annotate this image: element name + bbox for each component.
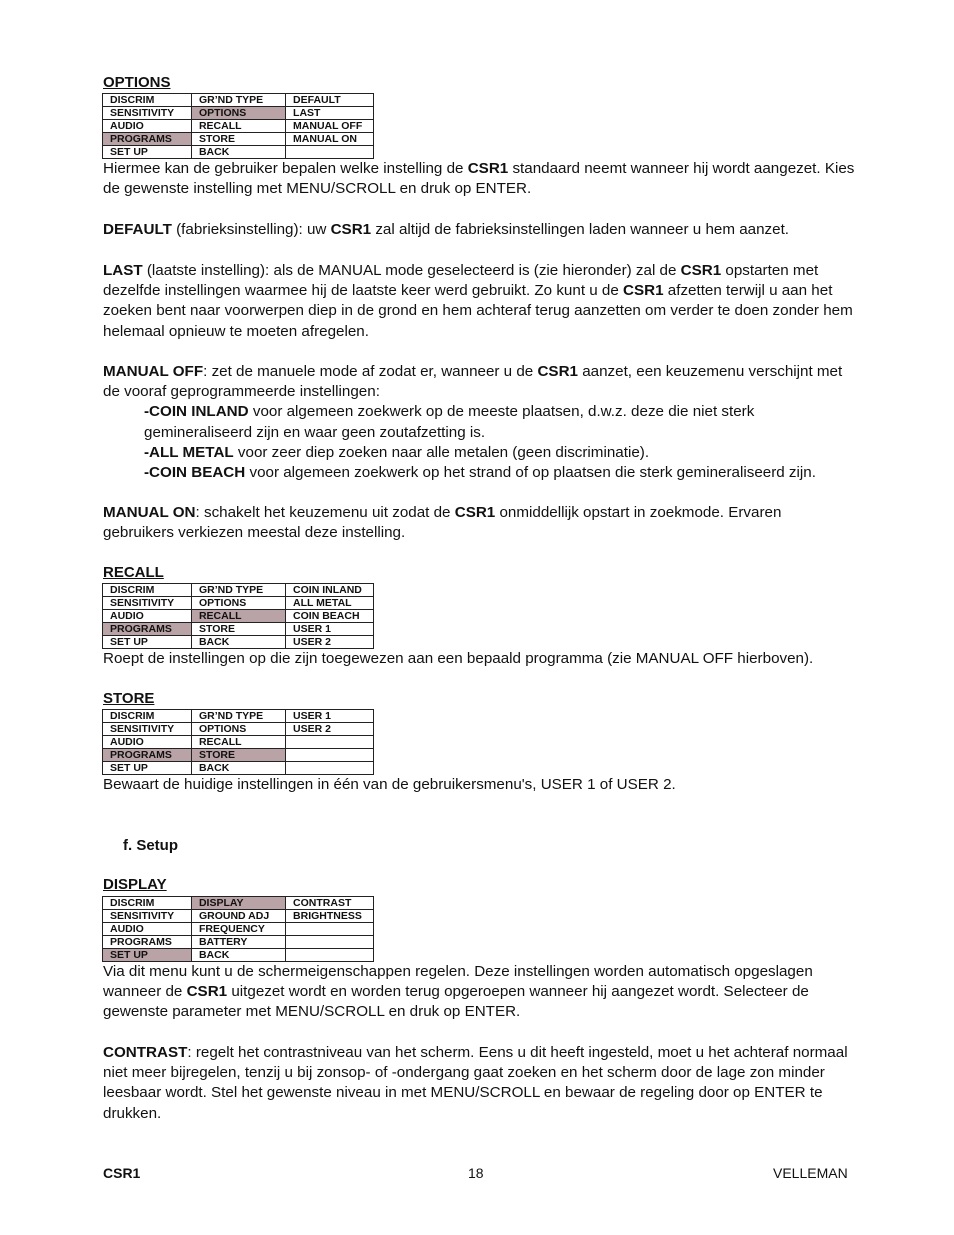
- table-row: [103, 636, 374, 649]
- menu-cell: USER 1: [286, 710, 374, 723]
- menu-cell: OPTIONS: [191, 723, 285, 736]
- menu-cell: DISCRIM: [103, 584, 192, 597]
- menu-cell: [286, 749, 374, 762]
- menu-cell: STORE: [191, 133, 285, 146]
- manual-on-paragraph: MANUAL ON: schakelt het keuzemenu uit zodat de CSR1 onmiddellijk opstart in zoekmode. Ervaren gebruikers verkiezen meestal deze instelling.: [103, 504, 782, 542]
- menu-cell: OPTIONS: [191, 597, 285, 610]
- menu-cell: AUDIO: [103, 923, 192, 936]
- menu-cell: LAST: [286, 107, 374, 120]
- table-row: [103, 923, 374, 936]
- menu-cell: RECALL: [191, 120, 285, 133]
- menu-cell: ALL METAL: [286, 597, 374, 610]
- menu-cell: USER 2: [286, 636, 374, 649]
- options-title: OPTIONS: [103, 74, 171, 91]
- table-row: [103, 584, 374, 597]
- menu-cell: [286, 923, 374, 936]
- menu-cell: SENSITIVITY: [103, 107, 192, 120]
- menu-cell: FREQUENCY: [191, 923, 285, 936]
- options-menu-table: [102, 93, 374, 159]
- table-row: [103, 736, 374, 749]
- menu-cell: COIN INLAND: [286, 584, 374, 597]
- menu-cell: [286, 146, 374, 159]
- table-row: [103, 133, 374, 146]
- last-paragraph: LAST (laatste instelling): als de MANUAL mode geselecteerd is (zie hieronder) zal de CSR1 opstarten met dezelfde instellingen waarmee hij de laatste keer werd gebruikt. Zo kunt u de CSR1 afzetten terwijl u aan het zoeken bent naar voorwerpen diep in de grond en hem achteraf terug aanzetten om verder te doen zonder hem helemaal opnieuw te moeten afregelen.: [103, 262, 853, 340]
- menu-cell: DISCRIM: [103, 897, 192, 910]
- menu-cell: GR’ND TYPE: [191, 584, 285, 597]
- table-row: [103, 610, 374, 623]
- menu-cell: SENSITIVITY: [103, 910, 192, 923]
- menu-cell: USER 2: [286, 723, 374, 736]
- options-intro-paragraph: Hiermee kan de gebruiker bepalen welke instelling de CSR1 standaard neemt wanneer hij wordt aangezet. Kies de gewenste instelling met MENU/SCROLL en druk op ENTER.: [103, 160, 855, 198]
- menu-cell: AUDIO: [103, 610, 192, 623]
- table-row: [103, 146, 374, 159]
- default-paragraph: DEFAULT (fabrieksinstelling): uw CSR1 zal altijd de fabrieksinstellingen laden wanneer u hem aanzet.: [103, 221, 790, 238]
- display-menu-table: [102, 896, 374, 962]
- table-row: [103, 897, 374, 910]
- menu-cell: BATTERY: [191, 936, 285, 949]
- menu-cell: SENSITIVITY: [103, 597, 192, 610]
- contrast-paragraph: CONTRAST: regelt het contrastniveau van het scherm. Eens u dit heeft ingesteld, moet u het achteraf normaal niet meer bijregelen, tenzij u bij zonsop- of -ondergang gaat zoeken en het scherm door de lage zon minder leesbaar wordt. Stel het gewenste niveau in met MENU/SCROLL en bewaar de regeling door op ENTER te drukken.: [103, 1044, 848, 1122]
- table-row: [103, 597, 374, 610]
- recall-title: RECALL: [103, 564, 164, 581]
- display-title: DISPLAY: [103, 876, 167, 893]
- table-row: [103, 949, 374, 962]
- menu-cell: BACK: [191, 636, 285, 649]
- menu-cell: CONTRAST: [286, 897, 374, 910]
- menu-cell: DEFAULT: [286, 94, 374, 107]
- table-row: [103, 723, 374, 736]
- setup-heading: f. Setup: [123, 837, 178, 854]
- recall-paragraph: Roept de instellingen op die zijn toegewezen aan een bepaald programma (zie MANUAL OFF hierboven).: [103, 650, 814, 667]
- menu-cell: PROGRAMS: [103, 936, 192, 949]
- footer-page-number: 18: [468, 1165, 484, 1181]
- menu-cell: BACK: [191, 762, 285, 775]
- coin-inland-item: -COIN INLAND voor algemeen zoekwerk op de meeste plaatsen, d.w.z. deze die niet sterk gemineraliseerd zijn en waar geen zoutafzetting is.: [144, 403, 755, 441]
- menu-cell: USER 1: [286, 623, 374, 636]
- menu-cell: [286, 936, 374, 949]
- display-paragraph: Via dit menu kunt u de schermeigenschappen regelen. Deze instellingen worden automatisch opgeslagen wanneer de CSR1 uitgezet wordt en worden terug opgeroepen wanneer hij aangezet wordt. Selecteer de gewenste parameter met MENU/SCROLL en druk op ENTER.: [103, 963, 813, 1021]
- menu-cell: SET UP: [103, 762, 192, 775]
- coin-beach-item: -COIN BEACH voor algemeen zoekwerk op het strand of op plaatsen die sterk gemineraliseerd zijn.: [144, 464, 816, 482]
- menu-cell: DISCRIM: [103, 710, 192, 723]
- menu-cell: SENSITIVITY: [103, 723, 192, 736]
- menu-cell-highlighted: DISPLAY: [191, 897, 285, 910]
- menu-cell: AUDIO: [103, 120, 192, 133]
- menu-cell-highlighted: SET UP: [103, 949, 192, 962]
- menu-cell: AUDIO: [103, 736, 192, 749]
- table-row: [103, 710, 374, 723]
- table-row: [103, 107, 374, 120]
- menu-cell: BACK: [191, 949, 285, 962]
- menu-cell-highlighted: OPTIONS: [191, 107, 285, 120]
- menu-cell-highlighted: RECALL: [191, 610, 285, 623]
- menu-cell: COIN BEACH: [286, 610, 374, 623]
- table-row: [103, 120, 374, 133]
- menu-cell-highlighted: STORE: [191, 749, 285, 762]
- table-row: [103, 749, 374, 762]
- table-row: [103, 94, 374, 107]
- menu-cell: GROUND ADJ: [191, 910, 285, 923]
- table-row: [103, 910, 374, 923]
- footer-brand: VELLEMAN: [773, 1165, 848, 1181]
- menu-cell: [286, 736, 374, 749]
- recall-menu-table: [102, 583, 374, 649]
- manual-off-paragraph: MANUAL OFF: zet de manuele mode af zodat er, wanneer u de CSR1 aanzet, een keuzemenu verschijnt met de vooraf geprogrammeerde instellingen: -COIN INLAND voor algemeen zoekwerk op de meeste plaatsen, d.w.z. deze die niet sterk gemineraliseerd zijn en waar geen zoutafzetting is. -ALL METAL voor zeer diep zoeken naar alle metalen (geen discriminatie). -COIN BEACH voor algemeen zoekwerk op het strand of op plaatsen die sterk gemineraliseerd zijn.: [103, 362, 855, 483]
- menu-cell: DISCRIM: [103, 94, 192, 107]
- menu-cell: GR’ND TYPE: [191, 94, 285, 107]
- menu-cell-highlighted: PROGRAMS: [103, 623, 192, 636]
- store-paragraph: Bewaart de huidige instellingen in één van de gebruikersmenu's, USER 1 of USER 2.: [103, 776, 676, 793]
- footer-model: CSR1: [103, 1165, 141, 1181]
- menu-cell: BRIGHTNESS: [286, 910, 374, 923]
- menu-cell: SET UP: [103, 636, 192, 649]
- menu-cell: BACK: [191, 146, 285, 159]
- menu-cell: SET UP: [103, 146, 192, 159]
- menu-cell-highlighted: PROGRAMS: [103, 133, 192, 146]
- table-row: [103, 623, 374, 636]
- store-title: STORE: [103, 690, 155, 707]
- menu-cell: MANUAL OFF: [286, 120, 374, 133]
- menu-cell: [286, 949, 374, 962]
- menu-cell: STORE: [191, 623, 285, 636]
- all-metal-item: -ALL METAL voor zeer diep zoeken naar alle metalen (geen discriminatie).: [144, 443, 650, 461]
- menu-cell-highlighted: PROGRAMS: [103, 749, 192, 762]
- table-row: [103, 762, 374, 775]
- table-row: [103, 936, 374, 949]
- menu-cell: GR’ND TYPE: [191, 710, 285, 723]
- menu-cell: RECALL: [191, 736, 285, 749]
- menu-cell: [286, 762, 374, 775]
- store-menu-table: [102, 709, 374, 775]
- menu-cell: MANUAL ON: [286, 133, 374, 146]
